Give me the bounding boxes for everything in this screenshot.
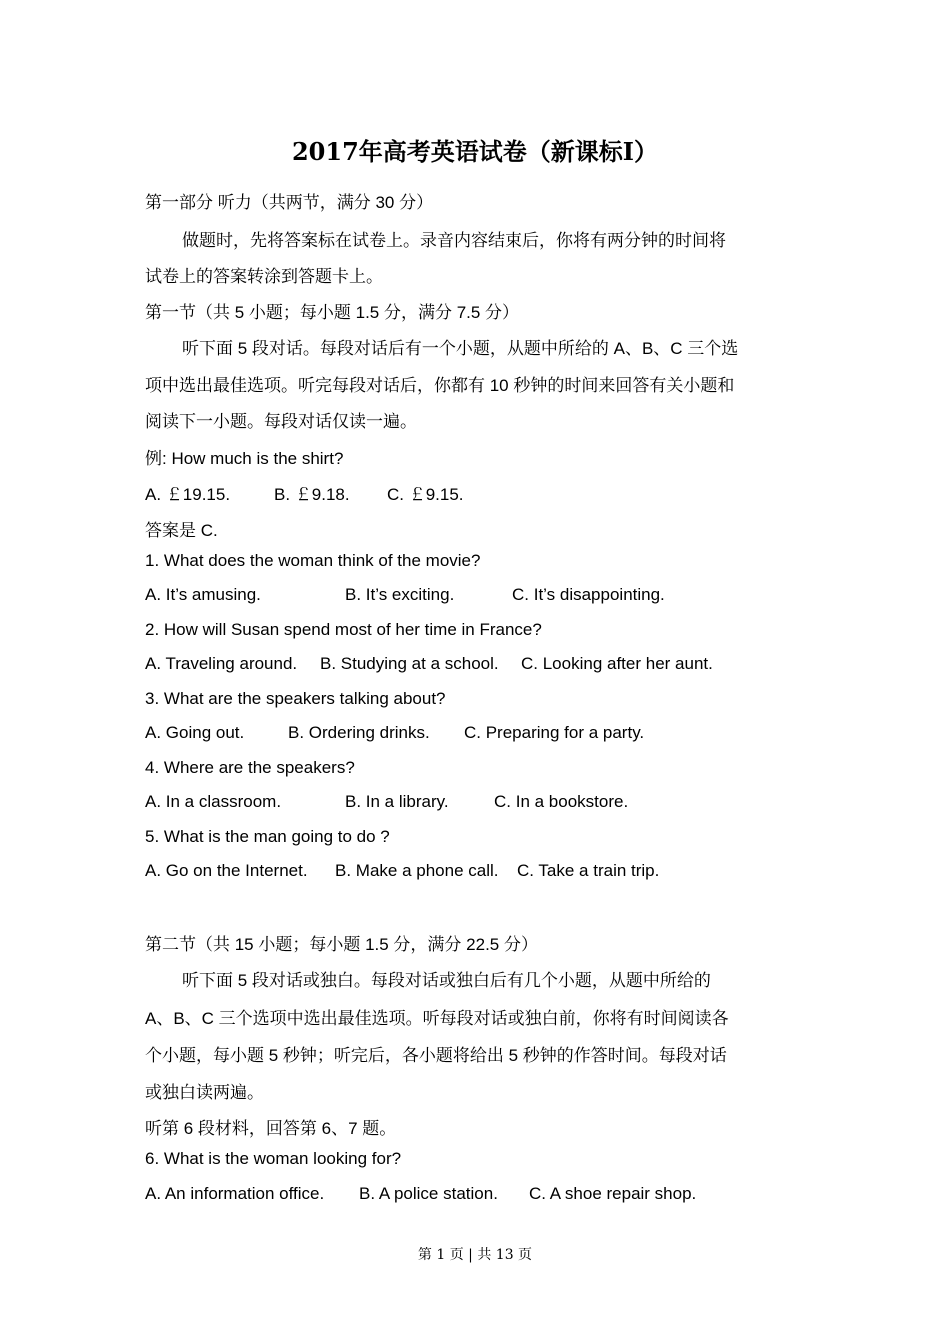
option-b: B. A police station. <box>359 1184 498 1203</box>
section2-heading: 第二节（共 15 小题；每小题 1.5 分，满分 22.5 分） <box>145 935 538 954</box>
option-c: C. Take a train trip. <box>517 861 660 880</box>
section2-instructions-line2: A、B、C 三个选项中选出最佳选项。听每段对话或独白前，你将有时间阅读各 <box>145 1009 729 1028</box>
question-4: 4. Where are the speakers? <box>145 758 355 777</box>
option-b: B. In a library. <box>345 792 449 811</box>
option-a: A. ￡19.15. <box>145 485 231 504</box>
question-1: 1. What does the woman think of the movie? <box>145 551 481 570</box>
part1-instructions-line1: 做题时，先将答案标在试卷上。录音内容结束后，你将有两分钟的时间将 <box>182 231 726 250</box>
option-b: B. Ordering drinks. <box>288 723 430 742</box>
option-a: A. Go on the Internet. <box>145 861 308 880</box>
option-b: B. Make a phone call. <box>335 861 499 880</box>
section2-instructions-line3: 个小题，每小题 5 秒钟；听完后，各小题将给出 5 秒钟的作答时间。每段对话 <box>145 1046 727 1065</box>
question-3: 3. What are the speakers talking about? <box>145 689 446 708</box>
option-c: C. A shoe repair shop. <box>529 1184 697 1203</box>
option-c: C. It’s disappointing. <box>512 585 665 604</box>
option-a: A. An information office. <box>145 1184 325 1203</box>
question-5: 5. What is the man going to do ? <box>145 827 390 846</box>
page-footer: 第 1 页 | 共 13 页 <box>417 1247 533 1263</box>
option-c: C. ￡9.15. <box>387 485 464 504</box>
question-2: 2. How will Susan spend most of her time in France? <box>145 620 542 639</box>
option-c: C. Preparing for a party. <box>464 723 645 742</box>
question-6: 6. What is the woman looking for? <box>145 1149 402 1168</box>
option-a: A. Traveling around. <box>145 654 298 673</box>
option-b: B. ￡9.18. <box>274 485 350 504</box>
option-c: C. In a bookstore. <box>494 792 629 811</box>
option-b: B. Studying at a school. <box>320 654 499 673</box>
page-title: 2017年高考英语试卷（新课标Ⅰ） <box>291 137 659 166</box>
option-a: A. Going out. <box>145 723 245 742</box>
section1-instructions-line1: 听下面 5 段对话。每段对话后有一个小题，从题中所给的 A、B、C 三个选 <box>182 339 739 358</box>
part1-instructions-line2: 试卷上的答案转涂到答题卡上。 <box>145 267 383 286</box>
section1-instructions-line2: 项中选出最佳选项。听完每段对话后，你都有 10 秒钟的时间来回答有关小题和 <box>145 376 735 395</box>
section1-heading: 第一节（共 5 小题；每小题 1.5 分，满分 7.5 分） <box>145 303 520 322</box>
example-question: 例: How much is the shirt? <box>145 449 344 468</box>
section2-instructions-line4: 或独白读两遍。 <box>145 1083 264 1102</box>
option-c: C. Looking after her aunt. <box>521 654 713 673</box>
part1-heading: 第一部分 听力（共两节，满分 30 分） <box>145 193 434 212</box>
example-answer: 答案是 C. <box>145 521 218 540</box>
option-a: A. It’s amusing. <box>145 585 261 604</box>
material-6-note: 听第 6 段材料，回答第 6、7 题。 <box>145 1119 397 1138</box>
section1-instructions-line3: 阅读下一小题。每段对话仅读一遍。 <box>145 412 417 431</box>
option-b: B. It’s exciting. <box>345 585 455 604</box>
section2-instructions-line1: 听下面 5 段对话或独白。每段对话或独白后有几个小题，从题中所给的 <box>182 971 711 990</box>
option-a: A. In a classroom. <box>145 792 282 811</box>
